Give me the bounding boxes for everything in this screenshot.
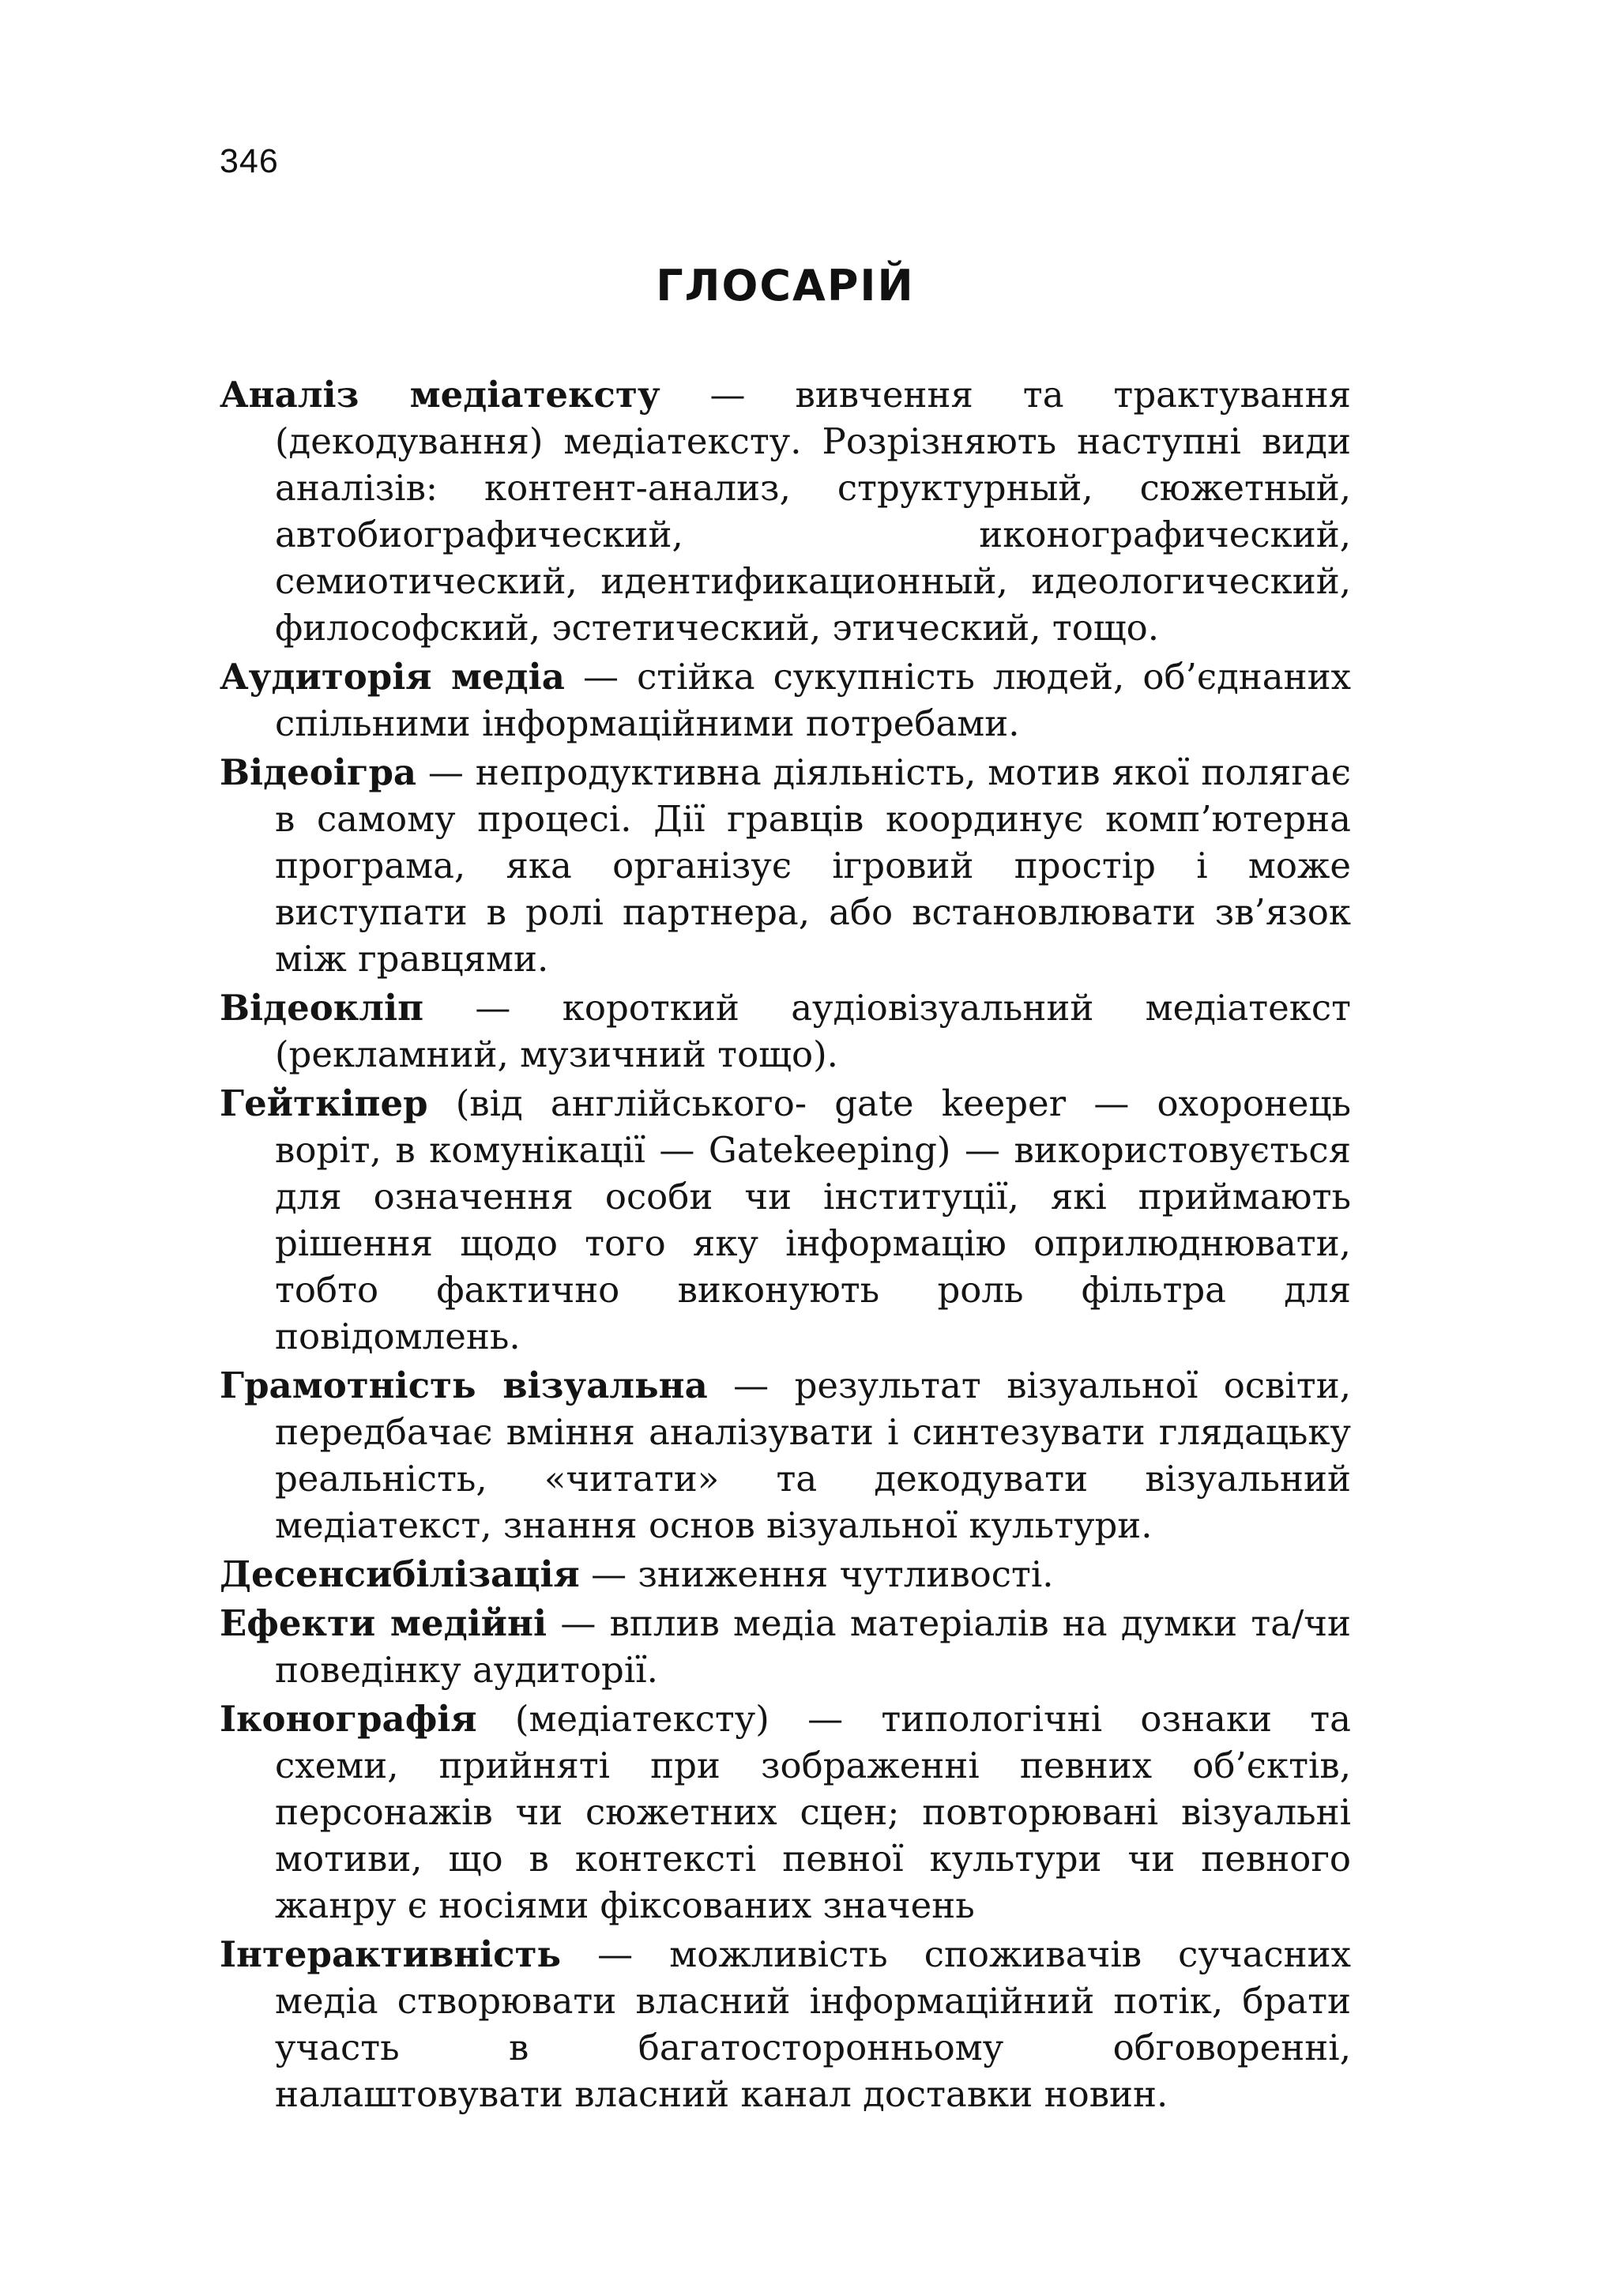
glossary-definition: — результат візуальної освіти, передбачає вміння аналізувати і синтезувати глядацьку реальність, «читати» та декодувати візуальний медіатекст, знання основ візуальної культури. (275, 1364, 1351, 1546)
glossary-definition: (від англійського- gate keeper — охоронець воріт, в комунікації — Gatekeeping) — використовується для означення особи чи інституції, які приймають рішення щодо того яку інформацію оприлюднювати, тобто фактично виконують роль фільтра для повідомлень. (275, 1082, 1351, 1357)
glossary-list (220, 371, 1351, 2120)
page-number: 346 (220, 142, 279, 180)
glossary-term: Відеоігра (220, 751, 417, 793)
glossary-definition: — можливість споживачів сучасних медіа створювати власний інформаційний потік, брати участь в багатосторонньому обговоренні, налаштовувати власний канал доставки новин. (275, 1933, 1351, 2115)
glossary-term: Гейткіпер (220, 1082, 428, 1124)
glossary-term: Аналіз медіатексту (220, 374, 660, 416)
glossary-definition: — зниження чутливості. (579, 1553, 1054, 1595)
glossary-entry-interactivity (220, 1931, 1351, 2117)
glossary-term: Відеокліп (220, 987, 424, 1029)
glossary-entry-media-audience (220, 653, 1351, 747)
glossary-definition: — вивчення та трактування (декодування) медіатексту. Розрізняють наступні види аналізів: контент-анализ, структурный, сюжетный, автобиографический, иконографический, семиотический, идентификационный, идеологический, философский, эстетический, этический, тощо. (275, 374, 1351, 649)
glossary-definition: — вплив медіа матеріалів на думки та/чи поведінку аудиторії. (275, 1602, 1351, 1691)
glossary-term: Ефекти медійні (220, 1602, 547, 1644)
glossary-entry-iconography (220, 1696, 1351, 1929)
glossary-entry-media-effects (220, 1600, 1351, 1693)
glossary-entry-gatekeeper (220, 1080, 1351, 1360)
glossary-entry-desensitization (220, 1551, 1351, 1598)
glossary-entry-media-text-analysis (220, 371, 1351, 651)
glossary-term: Десенсибілізація (220, 1553, 580, 1595)
glossary-term: Інтерактивність (220, 1933, 562, 1975)
glossary-term: Грамотність візуальна (220, 1364, 708, 1406)
glossary-entry-video-clip (220, 984, 1351, 1078)
glossary-definition: — непродуктивна діяльність, мотив якої полягає в самому процесі. Дії гравців координує комп’ютерна програма, яка організує ігровий простір і може виступати в ролі партнера, або встановлювати зв’язок між гравцями. (275, 751, 1351, 980)
glossary-entry-video-game (220, 749, 1351, 982)
glossary-definition: (медіатексту) — типологічні ознаки та схеми, прийняті при зображенні певних об’єктів, персонажів чи сюжетних сцен; повторювані візуальні мотиви, що в контексті певної культури чи певного жанру є носіями фіксованих значень (275, 1698, 1351, 1926)
glossary-term: Іконографія (220, 1698, 477, 1740)
glossary-definition: — короткий аудіовізуальний медіатекст (рекламний, музичний тощо). (275, 987, 1351, 1075)
glossary-term: Аудиторія медіа (220, 656, 565, 698)
glossary-definition: — стійка сукупність людей, об’єднаних спільними інформаційними потребами. (275, 656, 1351, 744)
page-title: ГЛОСАРІЙ (656, 261, 915, 311)
glossary-entry-visual-literacy (220, 1362, 1351, 1549)
